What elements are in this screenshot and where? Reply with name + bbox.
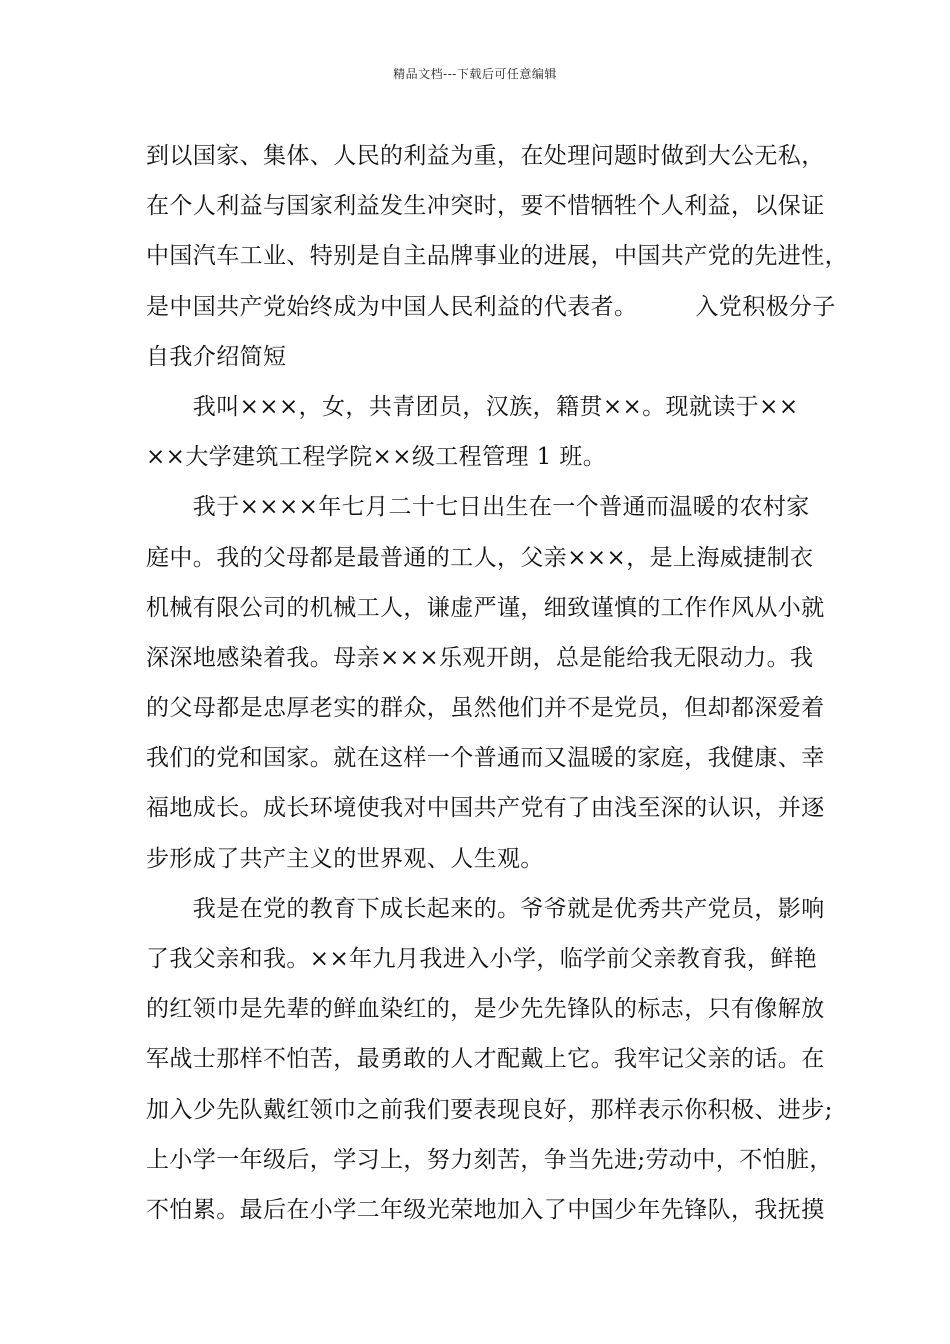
text-line: 步形成了共产主义的世界观、人生观。 — [146, 845, 544, 872]
text-line: 上小学一年级后，学习上，努力刻苦，争当先进;劳动中，不怕脏， — [146, 1146, 833, 1173]
text-line: 中国汽车工业、特别是自主品牌事业的进展，中国共产党的先进性， — [146, 243, 848, 270]
text-line: 我是在党的教育下成长起来的。爷爷就是优秀共产党员，影响 — [146, 895, 825, 922]
text-line: ××大学建筑工程学院××级工程管理 1 班。 — [146, 444, 607, 471]
text-line: 我于××××年七月二十七日出生在一个普通而温暖的农村家 — [146, 494, 810, 521]
text-line: 深深地感染着我。母亲×××乐观开朗，总是能给我无限动力。我 — [146, 644, 814, 671]
page-header: 精品文档---下载后可任意编辑 — [393, 67, 557, 81]
text-line: 在个人利益与国家利益发生冲突时，要不惜牺牲个人利益，以保证 — [146, 193, 825, 220]
text-line: 我们的党和国家。就在这样一个普通而又温暖的家庭，我健康、幸 — [146, 745, 825, 772]
body-text — [146, 131, 848, 1235]
text-line: 福地成长。成长环境使我对中国共产党有了由浅至深的认识，并逐 — [146, 795, 825, 822]
text-line: 的红领巾是先辈的鲜血染红的，是少先先锋队的标志，只有像解放 — [146, 996, 825, 1023]
text-line: 机械有限公司的机械工人，谦虚严谨，细致谨慎的工作作风从小就 — [146, 594, 825, 621]
text-line-main: 是中国共产党始终成为中国人民利益的代表者。 — [146, 293, 638, 320]
text-line: 庭中。我的父母都是最普通的工人，父亲×××，是上海威捷制衣 — [146, 544, 814, 571]
text-line: 到以国家、集体、人民的利益为重，在处理问题时做到大公无私， — [146, 143, 825, 169]
section-heading-continued: 自我介绍简短 — [146, 343, 287, 370]
text-line: 军战士那样不怕苦，最勇敢的人才配戴上它。我牢记父亲的话。在 — [146, 1046, 825, 1073]
text-line: 加入少先队戴红领巾之前我们要表现良好，那样表示你积极、进步; — [146, 1096, 833, 1123]
text-line: 的父母都是忠厚老实的群众，虽然他们并不是党员，但却都深爱着 — [146, 695, 825, 722]
text-line: 了我父亲和我。××年九月我进入小学，临学前父亲教育我，鲜艳 — [146, 946, 818, 972]
text-line: 我叫×××，女，共青团员，汉族，籍贯××。现就读于×× — [146, 393, 799, 420]
section-heading: 入党积极分子 — [695, 293, 836, 320]
text-line: 不怕累。最后在小学二年级光荣地加入了中国少年先锋队，我抚摸 — [146, 1196, 825, 1223]
text-line — [146, 282, 836, 332]
